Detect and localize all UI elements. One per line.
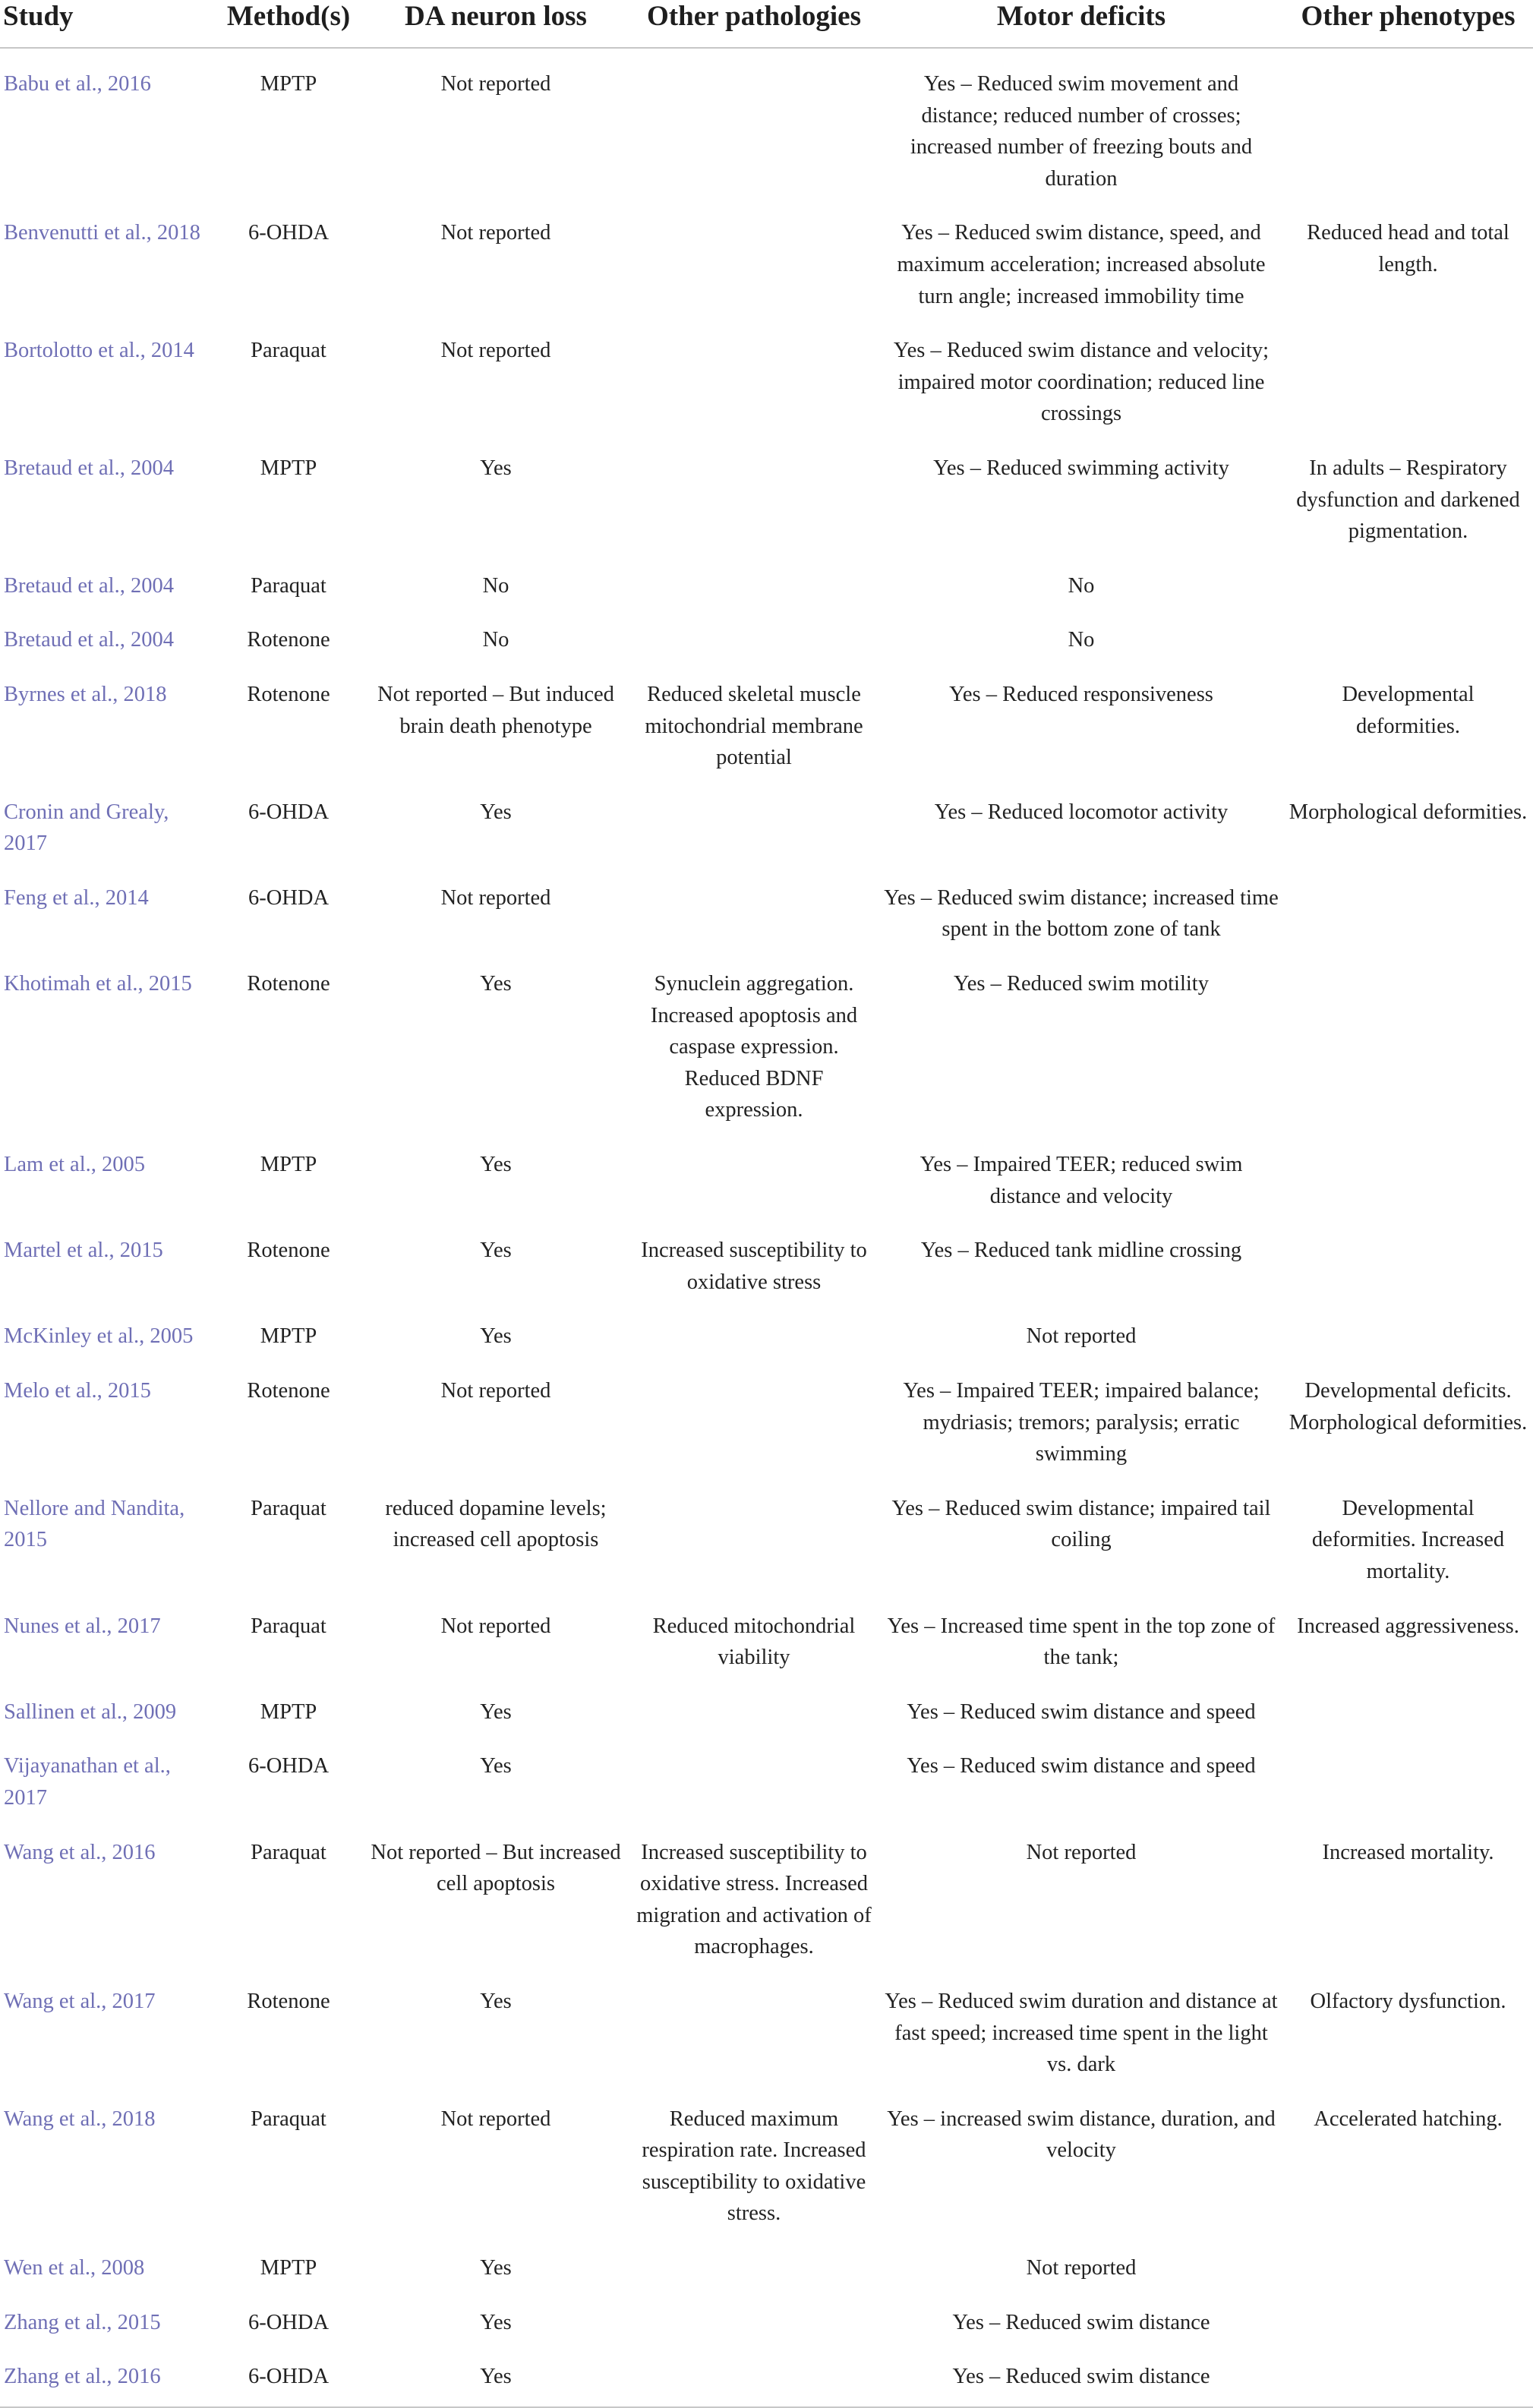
study-reference-link[interactable]: Bretaud et al., 2004 — [4, 456, 174, 480]
cell-method: 6-OHDA — [248, 1754, 330, 1778]
cell-motor-deficits: Yes – Reduced responsiveness — [949, 682, 1213, 706]
table-row — [0, 2346, 1533, 2407]
cell-da-neuron-loss: Yes — [480, 800, 512, 824]
cell-method: Paraquat — [251, 1614, 326, 1638]
cell-other-pathologies: Increased susceptibility to oxidative stress — [641, 1239, 867, 1294]
study-reference-link[interactable]: Sallinen et al., 2009 — [4, 1699, 177, 1724]
cell-study — [0, 1220, 214, 1305]
header-other-phenotypes: Other phenotypes — [1283, 0, 1533, 48]
cell-da-neuron-loss: Not reported – But induced brain death phenotype — [377, 682, 614, 738]
cell-other-pathologies: Synuclein aggregation. Increased apoptosis and caspase expression. Reduced BDNF expression. — [650, 972, 858, 1122]
cell-other-pathologies: Increased susceptibility to oxidative stress. Increased migration and activation of macrophages. — [636, 1840, 872, 1959]
cell-method: MPTP — [260, 72, 317, 96]
table-row — [0, 1822, 1533, 1971]
table-row — [0, 1681, 1533, 1736]
cell-method: Paraquat — [251, 1496, 326, 1520]
cell-da-neuron-loss: Not reported — [440, 2107, 551, 2131]
cell-method: MPTP — [260, 456, 317, 480]
cell-other-pathologies — [629, 320, 879, 437]
cell-other-pathologies: Reduced skeletal muscle mitochondrial membrane potential — [645, 682, 863, 770]
cell-study — [0, 1822, 214, 1971]
cell-motor-deficits: Yes – Reduced swim distance and speed — [907, 1699, 1256, 1724]
table-row — [0, 2237, 1533, 2292]
cell-other-pathologies — [629, 48, 879, 202]
study-reference-link[interactable]: Bortolotto et al., 2014 — [4, 339, 194, 363]
cell-motor-deficits: Yes – Reduced swim distance and speed — [907, 1754, 1256, 1778]
cell-study — [0, 1360, 214, 1478]
cell-da-neuron-loss: Yes — [480, 1989, 512, 2013]
table-row — [0, 953, 1533, 1134]
study-reference-link[interactable]: Babu et al., 2016 — [4, 72, 151, 96]
cell-motor-deficits: Yes – Reduced tank midline crossing — [920, 1239, 1242, 1263]
cell-da-neuron-loss: Yes — [480, 2256, 512, 2280]
cell-other-phenotypes: Developmental deficits. Morphological deformities. — [1289, 1379, 1528, 1434]
cell-other-pathologies — [629, 609, 879, 664]
cell-other-phenotypes — [1283, 2346, 1533, 2407]
cell-study — [0, 1134, 214, 1220]
header-da-neuron-loss: DA neuron loss — [363, 0, 629, 48]
table-row — [0, 1595, 1533, 1681]
cell-motor-deficits: Yes – increased swim distance, duration, and velocity — [887, 2107, 1276, 2163]
table-body — [0, 48, 1533, 2407]
cell-other-phenotypes — [1283, 1735, 1533, 1821]
cell-da-neuron-loss: Yes — [480, 1239, 512, 1263]
cell-other-phenotypes: Increased mortality. — [1322, 1840, 1494, 1864]
cell-study — [0, 1305, 214, 1360]
cell-method: 6-OHDA — [248, 885, 330, 910]
study-reference-link[interactable]: Martel et al., 2015 — [4, 1239, 163, 1263]
table-row — [0, 1134, 1533, 1220]
cell-motor-deficits: Yes – Reduced swim distance — [952, 2310, 1210, 2334]
cell-da-neuron-loss: reduced dopamine levels; increased cell apoptosis — [385, 1496, 607, 1552]
cell-method: Rotenone — [247, 1989, 330, 2013]
cell-method: Rotenone — [247, 682, 330, 706]
cell-other-pathologies — [629, 1971, 879, 2088]
cell-method: Rotenone — [247, 1239, 330, 1263]
cell-motor-deficits: Yes – Impaired TEER; impaired balance; mydriasis; tremors; paralysis; erratic swimming — [903, 1379, 1260, 1466]
cell-study — [0, 2346, 214, 2407]
table-row — [0, 48, 1533, 202]
cell-da-neuron-loss: Yes — [480, 1324, 512, 1349]
cell-method: Paraquat — [251, 573, 326, 598]
cell-motor-deficits: Yes – Reduced swim distance and velocity; impaired motor coordination; reduced line crossings — [893, 339, 1270, 426]
cell-study — [0, 2088, 214, 2237]
cell-method: Paraquat — [251, 339, 326, 363]
cell-study — [0, 1735, 214, 1821]
table-header — [0, 0, 1533, 48]
table-row — [0, 2088, 1533, 2237]
cell-motor-deficits: Yes – Reduced swim distance, speed, and maximum acceleration; increased absolute turn angle; increased immobility time — [897, 221, 1266, 308]
cell-other-phenotypes: Reduced head and total length. — [1307, 221, 1509, 276]
study-reference-link[interactable]: Wang et al., 2018 — [4, 2107, 156, 2131]
cell-da-neuron-loss: Yes — [480, 1153, 512, 1177]
cell-method: MPTP — [260, 2256, 317, 2280]
table-row — [0, 437, 1533, 555]
cell-other-phenotypes: Developmental deformities. — [1342, 682, 1475, 738]
header-motor-deficits: Motor deficits — [879, 0, 1283, 48]
cell-other-pathologies: Reduced mitochondrial viability — [652, 1614, 856, 1670]
cell-motor-deficits: Yes – Reduced swim motility — [954, 972, 1209, 996]
cell-motor-deficits: Not reported — [1026, 2256, 1137, 2280]
cell-method: 6-OHDA — [248, 800, 330, 824]
cell-da-neuron-loss: Not reported — [440, 885, 551, 910]
cell-other-pathologies — [629, 781, 879, 867]
cell-study — [0, 867, 214, 953]
cell-other-pathologies — [629, 2346, 879, 2407]
cell-other-pathologies — [629, 1305, 879, 1360]
cell-method: MPTP — [260, 1699, 317, 1724]
study-reference-link[interactable]: Feng et al., 2014 — [4, 885, 149, 910]
cell-da-neuron-loss: Not reported – But increased cell apoptosis — [371, 1840, 621, 1896]
table-row — [0, 867, 1533, 953]
cell-da-neuron-loss: Yes — [363, 2346, 629, 2407]
cell-motor-deficits: Not reported — [1026, 1324, 1137, 1349]
study-reference-link[interactable]: Cronin and Grealy, 2017 — [4, 800, 169, 856]
table-row — [0, 609, 1533, 664]
cell-study — [0, 781, 214, 867]
study-reference-link[interactable]: Lam et al., 2005 — [4, 1153, 145, 1177]
cell-other-pathologies — [629, 1478, 879, 1595]
cell-other-phenotypes — [1283, 320, 1533, 437]
cell-other-phenotypes — [1283, 555, 1533, 610]
cell-motor-deficits: Yes – Reduced swim distance — [879, 2346, 1283, 2407]
cell-study — [0, 48, 214, 202]
cell-da-neuron-loss: Not reported — [440, 221, 551, 245]
cell-other-phenotypes: In adults – Respiratory dysfunction and darkened pigmentation. — [1296, 456, 1520, 544]
table-row — [0, 202, 1533, 320]
table-row — [0, 320, 1533, 437]
cell-method: Paraquat — [251, 2107, 326, 2131]
study-reference-link[interactable]: Khotimah et al., 2015 — [4, 972, 192, 996]
cell-other-phenotypes — [1283, 1134, 1533, 1220]
cell-other-phenotypes — [1283, 2237, 1533, 2292]
cell-da-neuron-loss: Not reported — [440, 72, 551, 96]
cell-da-neuron-loss: Yes — [480, 456, 512, 480]
cell-motor-deficits: Yes – Reduced swim duration and distance at fast speed; increased time spent in the light vs. dark — [885, 1989, 1278, 2077]
cell-other-phenotypes — [1283, 48, 1533, 202]
cell-other-phenotypes: Increased aggressiveness. — [1297, 1614, 1519, 1638]
cell-other-pathologies — [629, 867, 879, 953]
cell-study — [0, 1681, 214, 1736]
table-row — [0, 1305, 1533, 1360]
cell-other-phenotypes: Morphological deformities. — [1289, 800, 1528, 824]
study-reference-link[interactable]: Zhang et al., 2015 — [4, 2310, 161, 2334]
cell-other-phenotypes — [1283, 1681, 1533, 1736]
header-study: Study — [0, 0, 214, 48]
cell-study — [0, 1595, 214, 1681]
table-row — [0, 2292, 1533, 2346]
study-reference-link[interactable]: Nellore and Nandita, 2015 — [4, 1496, 185, 1552]
cell-motor-deficits: Yes – Reduced swim movement and distance; reduced number of crosses; increased number of freezing bouts and duration — [910, 72, 1253, 191]
table-row — [0, 555, 1533, 610]
study-reference-link[interactable]: McKinley et al., 2005 — [4, 1324, 194, 1349]
cell-other-pathologies — [629, 1360, 879, 1478]
study-reference-link[interactable]: Melo et al., 2015 — [4, 1379, 151, 1403]
cell-study — [0, 437, 214, 555]
study-reference-link[interactable]: Benvenutti et al., 2018 — [4, 221, 200, 245]
cell-motor-deficits: Yes – Reduced locomotor activity — [934, 800, 1229, 824]
cell-other-pathologies — [629, 2237, 879, 2292]
header-row — [0, 0, 1533, 48]
cell-motor-deficits: Yes – Reduced swim distance; impaired tail coiling — [891, 1496, 1271, 1552]
cell-other-phenotypes: Accelerated hatching. — [1314, 2107, 1503, 2131]
cell-da-neuron-loss: No — [482, 573, 509, 598]
cell-study — [0, 2292, 214, 2346]
cell-other-phenotypes — [1283, 1305, 1533, 1360]
cell-motor-deficits: No — [1068, 573, 1095, 598]
study-reference-link[interactable]: Zhang et al., 2016 — [4, 2365, 161, 2389]
cell-study — [0, 320, 214, 437]
cell-motor-deficits: No — [1068, 628, 1095, 652]
cell-method: Rotenone — [247, 628, 330, 652]
table-row — [0, 1478, 1533, 1595]
header-other-pathologies: Other pathologies — [629, 0, 879, 48]
cell-method: Rotenone — [247, 1379, 330, 1403]
cell-other-pathologies — [629, 1735, 879, 1821]
cell-other-pathologies — [629, 555, 879, 610]
cell-study — [0, 1478, 214, 1595]
cell-motor-deficits: Not reported — [1026, 1840, 1137, 1864]
table-row — [0, 1735, 1533, 1821]
study-reference-link[interactable]: Wang et al., 2017 — [4, 1989, 156, 2013]
cell-da-neuron-loss: Not reported — [440, 1379, 551, 1403]
table-row — [0, 1971, 1533, 2088]
cell-other-pathologies — [629, 1681, 879, 1736]
cell-other-phenotypes — [1283, 1220, 1533, 1305]
cell-other-phenotypes: Olfactory dysfunction. — [1310, 1989, 1506, 2013]
cell-motor-deficits: Yes – Reduced swim distance; increased time spent in the bottom zone of tank — [884, 885, 1279, 942]
cell-study — [0, 1971, 214, 2088]
cell-da-neuron-loss: Yes — [480, 1754, 512, 1778]
cell-da-neuron-loss: Yes — [480, 2310, 512, 2334]
cell-motor-deficits: Yes – Impaired TEER; reduced swim distance and velocity — [919, 1153, 1243, 1208]
cell-study — [0, 609, 214, 664]
cell-da-neuron-loss: Yes — [480, 972, 512, 996]
cell-motor-deficits: Yes – Increased time spent in the top zone of the tank; — [887, 1614, 1276, 1670]
table-row — [0, 1220, 1533, 1305]
study-reference-link[interactable]: Bretaud et al., 2004 — [4, 628, 174, 652]
cell-method: Rotenone — [247, 972, 330, 996]
table-row — [0, 1360, 1533, 1478]
table-row — [0, 664, 1533, 781]
cell-study — [0, 202, 214, 320]
cell-da-neuron-loss: Yes — [480, 1699, 512, 1724]
cell-other-pathologies — [629, 437, 879, 555]
cell-study — [0, 555, 214, 610]
cell-da-neuron-loss: Not reported — [440, 339, 551, 363]
cell-method: 6-OHDA — [248, 2310, 330, 2334]
study-reference-link[interactable]: Vijayanathan et al., 2017 — [4, 1754, 171, 1810]
cell-method: Paraquat — [251, 1840, 326, 1864]
cell-method: 6-OHDA — [214, 2346, 363, 2407]
cell-other-phenotypes — [1283, 609, 1533, 664]
cell-other-pathologies — [629, 1134, 879, 1220]
cell-study — [0, 2237, 214, 2292]
cell-study — [0, 664, 214, 781]
cell-other-phenotypes: Developmental deformities. Increased mortality. — [1311, 1496, 1505, 1583]
cell-method: MPTP — [260, 1324, 317, 1349]
cell-other-pathologies — [629, 202, 879, 320]
study-reference-link[interactable]: Wang et al., 2016 — [4, 1840, 156, 1864]
study-reference-link[interactable]: Wen et al., 2008 — [4, 2256, 145, 2280]
study-reference-link[interactable]: Nunes et al., 2017 — [4, 1614, 161, 1638]
cell-other-pathologies: Reduced maximum respiration rate. Increased susceptibility to oxidative stress. — [642, 2107, 866, 2226]
table-row — [0, 781, 1533, 867]
cell-other-phenotypes — [1283, 867, 1533, 953]
cell-da-neuron-loss: Not reported — [440, 1614, 551, 1638]
cell-da-neuron-loss: No — [482, 628, 509, 652]
cell-other-phenotypes — [1283, 953, 1533, 1134]
study-reference-link[interactable]: Bretaud et al., 2004 — [4, 573, 174, 598]
cell-method: MPTP — [260, 1153, 317, 1177]
cell-other-phenotypes — [1283, 2292, 1533, 2346]
cell-method: 6-OHDA — [248, 221, 330, 245]
cell-motor-deficits: Yes – Reduced swimming activity — [933, 456, 1229, 480]
header-method: Method(s) — [214, 0, 363, 48]
cell-study — [0, 953, 214, 1134]
cell-other-pathologies — [629, 2292, 879, 2346]
study-reference-link[interactable]: Byrnes et al., 2018 — [4, 682, 167, 706]
